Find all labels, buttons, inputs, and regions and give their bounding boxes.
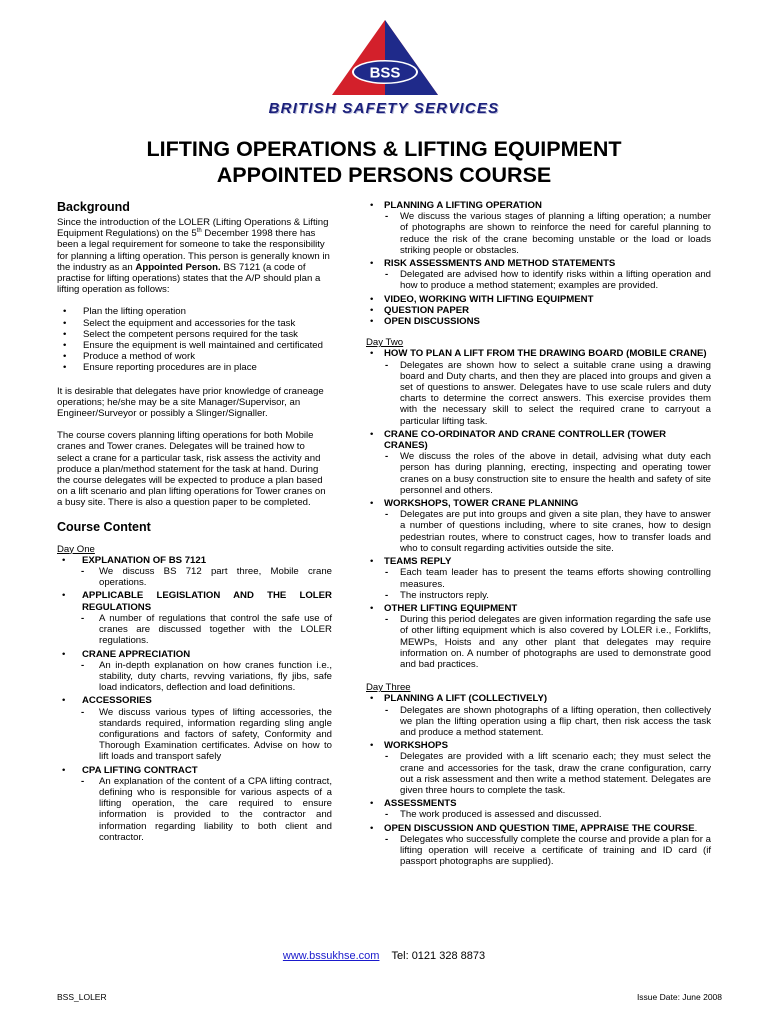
website-link[interactable]: www.bssukhse.com: [282, 950, 380, 962]
day-three-item-desc: - Delegates are shown photographs of a lifting operation, then collectively we plan the lifting operation using a flip chart, then risk access the task and produce a method statement.: [366, 705, 711, 739]
list-item: • Produce a method of work: [57, 351, 332, 362]
background-paragraph-2: It is desirable that delegates have prior knowledge of craneage operations; he/she may be a site Manager/Supervisor, an Engineer/Surveyor or possibly a Slinger/Signaller.: [57, 385, 324, 420]
company-name: BRITISH SAFETY SERVICES: [268, 100, 500, 117]
day-one-cont-item-title: • QUESTION PAPER: [366, 305, 711, 316]
course-content-heading: Course Content: [57, 519, 151, 534]
day-one-item-desc: - A number of regulations that control the safe use of cranes are discussed together with the LOLER regulations.: [57, 613, 332, 647]
day-one-cont-item-desc: - Delegated are advised how to identify risks within a lifting operation and how to produce a method statement; examples are provided.: [366, 269, 711, 291]
day-two-item-title: • OTHER LIFTING EQUIPMENT: [366, 603, 711, 614]
day-one-item-desc: - We discuss various types of lifting accessories, the standards required, information regarding sling angle configurations and factors of safety, Conformity and Thorough Examination certificates. Advise on how to lift loads and transport safely: [57, 707, 332, 763]
day-two-item-desc: - The instructors reply.: [366, 590, 711, 601]
title-line-2: APPOINTED PERSONS COURSE: [216, 163, 552, 187]
background-intro: Since the introduction of the LOLER (Lifting Operations & Lifting Equipment Regulations) on the 5th December 1998 there has been a legal requirement for someone to take the responsibility for planning a lifting operation. This person is generally known in the industry as an Appointed Person. BS 7121 (a code of practise for lifting operations) states that the A/P should plan a lifting operation as follows:: [57, 217, 330, 296]
background-heading: Background: [57, 200, 130, 214]
day-three-item-title: • WORKSHOPS: [366, 740, 711, 751]
day-three-item-desc: - The work produced is assessed and discussed.: [366, 809, 711, 820]
day-one-cont-item-title: • VIDEO, WORKING WITH LIFTING EQUIPMENT: [366, 294, 711, 305]
day-one-label: Day One: [57, 543, 95, 555]
day-two-item-title: • TEAMS REPLY: [366, 556, 711, 567]
day-one-cont-item-desc: - We discuss the various stages of planning a lifting operation; a number of photographs are shown to reinforce the need for careful planning to reduce the risk of the crane becoming unstable or the load or loads striking people or obstacles.: [366, 211, 711, 256]
day-one-item-desc: - An in-depth explanation on how cranes function i.e., stability, duty charts, revving variations, fly jibs, safe load indicators, deflection and load definitions.: [57, 660, 332, 694]
list-item: • Plan the lifting operation: [57, 306, 332, 317]
day-two-item-desc: - Delegates are put into groups and given a site plan, they have to answer a number of questions including, where to site cranes, how to design pedestrian routes, where to construct cages, how to transfer loads and who to consult regarding activities outside the site.: [366, 509, 711, 554]
phone-number: Tel: 0121 328 8873: [391, 950, 486, 962]
day-three-label: Day Three: [366, 682, 411, 694]
day-two-item-title: • WORKSHOPS, TOWER CRANE PLANNING: [366, 498, 711, 509]
left-column: [57, 200, 332, 845]
day-three-item-title: • ASSESSMENTS: [366, 798, 711, 809]
day-one-item-desc: - An explanation of the content of a CPA lifting contract, defining who is responsible for various aspects of a lifting operation, the care required to ensure information is provided to the contractor and information regarding liability to both client and contractor.: [57, 776, 332, 843]
bss-logo: [330, 18, 440, 96]
day-one-item-desc: - We discuss BS 712 part three, Mobile crane operations.: [57, 566, 332, 588]
day-two-item-title: • CRANE CO-ORDINATOR AND CRANE CONTROLLER (TOWER CRANES): [366, 429, 711, 451]
day-two-item-title: • HOW TO PLAN A LIFT FROM THE DRAWING BOARD (MOBILE CRANE): [366, 348, 711, 359]
contact-line: [0, 950, 768, 962]
day-two-label: Day Two: [366, 337, 404, 349]
day-one-cont-item-title: • OPEN DISCUSSIONS: [366, 316, 711, 327]
day-two-item-desc: - Delegates are shown how to select a suitable crane using a drawing board and Duty charts, and then they are placed into groups and given a set of questions to answer. Delegates have to use scale rulers and duty charts to determine the correct answers. This exercise provides them with the necessary skill to select the required crane to carryout a particular lifting task.: [366, 360, 711, 427]
day-three-item-desc: - Delegates are provided with a lift scenario each; they must select the crane and accessories for the task, draw the crane configuration, carry out a risk assessment and then write a method statement. Delegates are given three hours to complete the task.: [366, 751, 711, 796]
day-one-item-title: • CPA LIFTING CONTRACT: [57, 765, 332, 776]
day-two-item-desc: - We discuss the roles of the above in detail, advising what duty each person has during planning, erecting, inspecting and operating tower cranes on a busy construction site to ensure the health and safety of site personnel and others.: [366, 451, 711, 496]
day-one-item-title: • APPLICABLE LEGISLATION AND THE LOLER REGULATIONS: [57, 590, 332, 612]
day-one-item-title: • EXPLANATION OF BS 7121: [57, 555, 332, 566]
day-one-item-title: • ACCESSORIES: [57, 695, 332, 706]
day-one-cont-item-title: • RISK ASSESSMENTS AND METHOD STATEMENTS: [366, 258, 711, 269]
day-one-item-title: • CRANE APPRECIATION: [57, 649, 332, 660]
list-item: • Ensure the equipment is well maintained and certificated: [57, 340, 332, 351]
logo-text: BSS: [369, 64, 401, 82]
issue-date: Issue Date: June 2008: [636, 992, 722, 1002]
ap-duties-list: [57, 306, 332, 373]
bss-logo-graphic: [330, 18, 440, 96]
day-two-item-desc: - Each team leader has to present the teams efforts showing controlling measures.: [366, 567, 711, 589]
document-title: [0, 136, 768, 188]
day-three-item-desc: - Delegates who successfully complete the course and provide a plan for a lifting operation will receive a certificate of training and ID card (if passport photographs are supplied).: [366, 834, 711, 868]
list-item: • Ensure reporting procedures are in place: [57, 362, 332, 373]
document-reference: BSS_LOLER: [57, 992, 107, 1002]
title-line-1: LIFTING OPERATIONS & LIFTING EQUIPMENT: [146, 137, 622, 161]
list-item: • Select the competent persons required for the task: [57, 329, 332, 340]
day-three-item-title: • OPEN DISCUSSION AND QUESTION TIME, APPRAISE THE COURSE.: [366, 823, 711, 834]
right-column: [366, 200, 711, 869]
list-item: • Select the equipment and accessories for the task: [57, 318, 332, 329]
day-two-item-desc: - During this period delegates are given information regarding the safe use of other lifting equipment which is also covered by LOLER i.e., Forklifts, MEWPs, Hoists and any other plant that delegates may require information on. A number of photographs are used to demonstrate good and bad practices.: [366, 614, 711, 670]
background-paragraph-3: The course covers planning lifting operations for both Mobile cranes and Tower cranes. Delegates will be trained how to select a crane for a particular task, risk assess the activity and produce a plan/method statement for the task at hand. During the course delegates will be expected to produce a plan based on a lift scenario and plan lifting operations for Tower cranes on a busy site. There is also a question paper to be completed.: [57, 430, 326, 509]
day-one-cont-item-title: • PLANNING A LIFTING OPERATION: [366, 200, 711, 211]
day-three-item-title: • PLANNING A LIFT (COLLECTIVELY): [366, 693, 711, 704]
